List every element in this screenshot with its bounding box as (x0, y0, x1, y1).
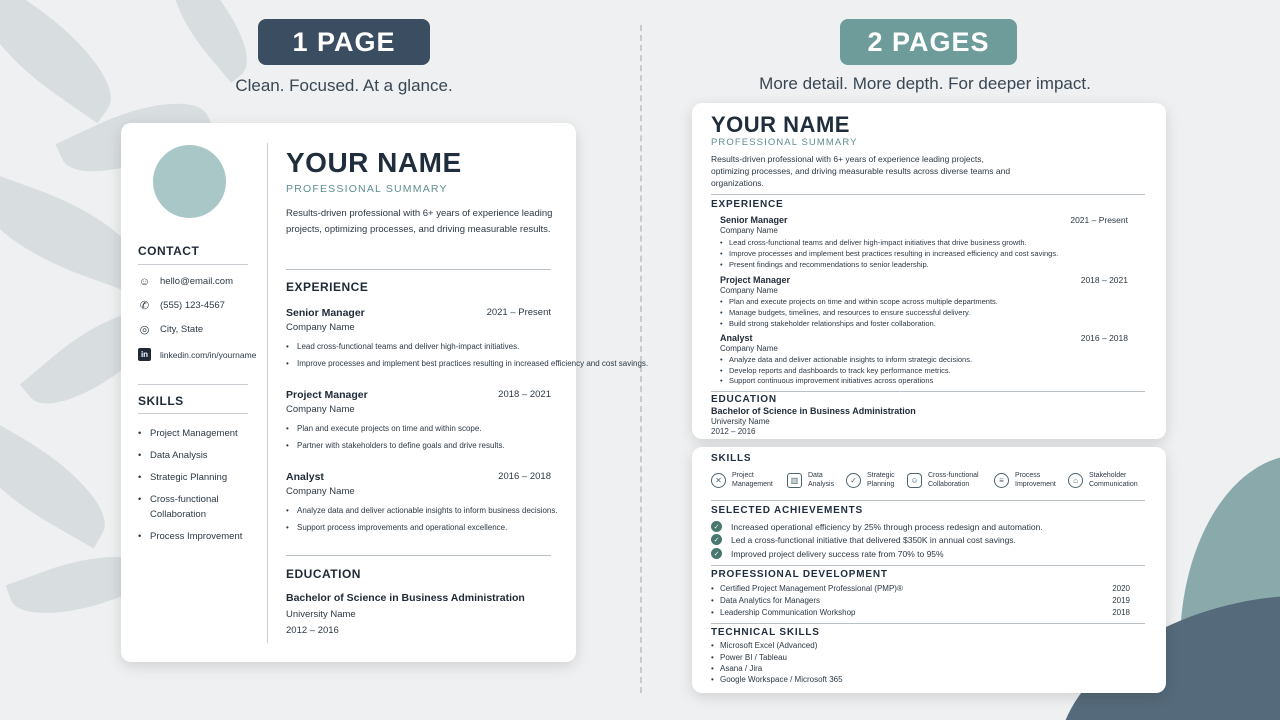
school-name: University Name (286, 609, 356, 620)
divider (711, 565, 1145, 566)
skills-list (138, 426, 253, 551)
strategic-planning-icon: ✓ (846, 473, 861, 488)
check-icon: ✓ (711, 534, 722, 545)
email-icon: ☺ (138, 275, 151, 288)
job-dates: 2021 – Present (486, 307, 551, 318)
list-item: • Process Improvement (138, 529, 253, 544)
list-item: • Develop reports and dashboards to track key performance metrics. (720, 366, 951, 375)
profile-photo (153, 145, 226, 218)
divider (286, 555, 551, 556)
job-title: Senior Manager (720, 215, 788, 225)
job-dates: 2021 – Present (1070, 215, 1128, 225)
resume-name: YOUR NAME (711, 112, 850, 137)
check-icon: ✓ (711, 548, 722, 559)
list-item: • Lead cross-functional teams and deliver high-impact initiatives that drive business growth. (720, 238, 1027, 247)
job-title: Senior Manager (286, 307, 365, 319)
list-item: • Microsoft Excel (Advanced) (711, 641, 817, 650)
list-item: • Partner with stakeholders to define goals and drive results. (286, 441, 505, 450)
list-item: • Asana / Jira (711, 664, 762, 673)
education-heading: EDUCATION (711, 394, 777, 405)
contact-heading: CONTACT (138, 244, 200, 258)
list-item: • Project Management (138, 426, 253, 441)
resume-name: YOUR NAME (286, 147, 462, 178)
divider (138, 264, 248, 265)
contact-linkedin: in linkedin.com/in/yourname (138, 348, 256, 361)
two-page-resume-page-2 (692, 447, 1166, 693)
experience-heading: EXPERIENCE (711, 199, 784, 210)
job-dates: 2016 – 2018 (498, 471, 551, 482)
list-item: • Cross-functional Collaboration (138, 492, 253, 522)
skills-heading: SKILLS (711, 453, 752, 464)
list-item: • Data Analysis (138, 448, 253, 463)
list-item: • Data Analytics for Managers 2019 (720, 596, 1130, 605)
company-name: Company Name (286, 322, 355, 333)
two-page-resume-page-1 (692, 103, 1166, 439)
divider (711, 500, 1145, 501)
list-item: • Improve processes and implement best practices resulting in increased efficiency and cost savings. (720, 249, 1058, 258)
company-name: Company Name (286, 404, 355, 415)
skill-item: ✓ Strategic Planning (846, 471, 895, 489)
achievements-heading: SELECTED ACHIEVEMENTS (711, 505, 863, 516)
job-dates: 2018 – 2021 (1080, 275, 1128, 285)
list-item: • Plan and execute projects on time and within scope across multiple departments. (720, 297, 998, 306)
skill-item: ⌂ Stakeholder Communication (1068, 471, 1138, 489)
list-item: • Analyze data and deliver actionable insights to inform strategic decisions. (720, 355, 972, 364)
company-name: Company Name (286, 486, 355, 497)
list-item: ✓ Led a cross-functional initiative that delivered $350K in annual cost savings. (711, 534, 1016, 545)
list-item: • Present findings and recommendations to senior leadership. (720, 260, 929, 269)
one-page-label: 1 PAGE (258, 19, 430, 65)
linkedin-icon: in (138, 348, 151, 361)
collaboration-icon: ☺ (907, 473, 922, 488)
education-dates: 2012 – 2016 (286, 625, 339, 636)
contact-email: ☺ hello@email.com (138, 275, 234, 288)
contact-location: ◎ City, State (139, 324, 204, 336)
two-pages-tagline: More detail. More depth. For deeper impact. (759, 74, 1091, 93)
summary-label: PROFESSIONAL SUMMARY (286, 183, 448, 195)
list-item: • Leadership Communication Workshop 2018 (720, 608, 1130, 617)
summary-label: PROFESSIONAL SUMMARY (711, 137, 858, 148)
skill-item: ▥ Data Analysis (787, 471, 834, 489)
summary-text: Results-driven professional with 6+ years of experience leading projects, optimizing processes, and driving measurable results across diverse teams and organizations. (711, 154, 1011, 188)
list-item: • Strategic Planning (138, 470, 253, 485)
list-item: • Plan and execute projects on time and within scope. (286, 424, 482, 433)
list-item: • Support process improvements and operational excellence. (286, 523, 507, 532)
communication-icon: ⌂ (1068, 473, 1083, 488)
location-icon: ◎ (139, 324, 150, 336)
list-item: • Manage budgets, timelines, and resources to ensure successful delivery. (720, 308, 970, 317)
project-management-icon: ✕ (711, 473, 726, 488)
list-item: • Certified Project Management Professional (PMP)® 2020 (720, 584, 1130, 593)
degree: Bachelor of Science in Business Administration (286, 592, 525, 604)
skill-item: ≡ Process Improvement (994, 471, 1056, 489)
divider (138, 384, 248, 385)
company-name: Company Name (720, 344, 778, 353)
column-divider (267, 143, 268, 643)
education-heading: EDUCATION (286, 567, 361, 581)
company-name: Company Name (720, 286, 778, 295)
skill-item: ☺ Cross-functional Collaboration (907, 471, 979, 489)
phone-icon: ✆ (139, 300, 150, 312)
contact-phone: ✆ (555) 123-4567 (139, 300, 225, 312)
one-page-tagline: Clean. Focused. At a glance. (235, 76, 453, 95)
list-item: • Google Workspace / Microsoft 365 (711, 675, 843, 684)
divider (711, 391, 1145, 392)
list-item: • Power BI / Tableau (711, 653, 787, 662)
job-title: Project Manager (720, 275, 791, 285)
professional-development-heading: PROFESSIONAL DEVELOPMENT (711, 569, 888, 580)
divider (711, 623, 1145, 624)
list-item: • Analyze data and deliver actionable insights to inform business decisions. (286, 506, 558, 515)
one-page-resume (121, 123, 649, 662)
list-item: ✓ Increased operational efficiency by 25% through process redesign and automation. (711, 521, 1043, 532)
job-dates: 2016 – 2018 (1080, 333, 1128, 343)
degree: Bachelor of Science in Business Administration (711, 406, 916, 416)
list-item: • Support continuous improvement initiatives across operations (720, 376, 933, 385)
check-icon: ✓ (711, 521, 722, 532)
school-name: University Name (711, 417, 770, 426)
company-name: Company Name (720, 226, 778, 235)
skill-item: ✕ Project Management (711, 471, 773, 489)
job-title: Project Manager (286, 389, 368, 401)
process-improvement-icon: ≡ (994, 473, 1009, 488)
skills-heading: SKILLS (138, 394, 184, 408)
data-analysis-icon: ▥ (787, 473, 802, 488)
list-item: • Improve processes and implement best practices resulting in increased efficiency and cost savings. (286, 359, 648, 368)
technical-skills-heading: TECHNICAL SKILLS (711, 627, 820, 638)
list-item: • Build strong stakeholder relationships and foster collaboration. (720, 319, 936, 328)
experience-heading: EXPERIENCE (286, 280, 369, 294)
two-pages-label: 2 PAGES (840, 19, 1017, 65)
job-title: Analyst (286, 471, 324, 483)
divider (286, 269, 551, 270)
job-title: Analyst (720, 333, 753, 343)
summary-text: Results-driven professional with 6+ years of experience leading projects, optimizing processes, and driving measurable results. (286, 208, 553, 235)
education-dates: 2012 – 2016 (711, 427, 756, 436)
divider (711, 194, 1145, 195)
list-item: ✓ Improved project delivery success rate from 70% to 95% (711, 548, 944, 559)
divider (138, 413, 248, 414)
job-dates: 2018 – 2021 (498, 389, 551, 400)
list-item: • Lead cross-functional teams and deliver high-impact initiatives. (286, 342, 519, 351)
